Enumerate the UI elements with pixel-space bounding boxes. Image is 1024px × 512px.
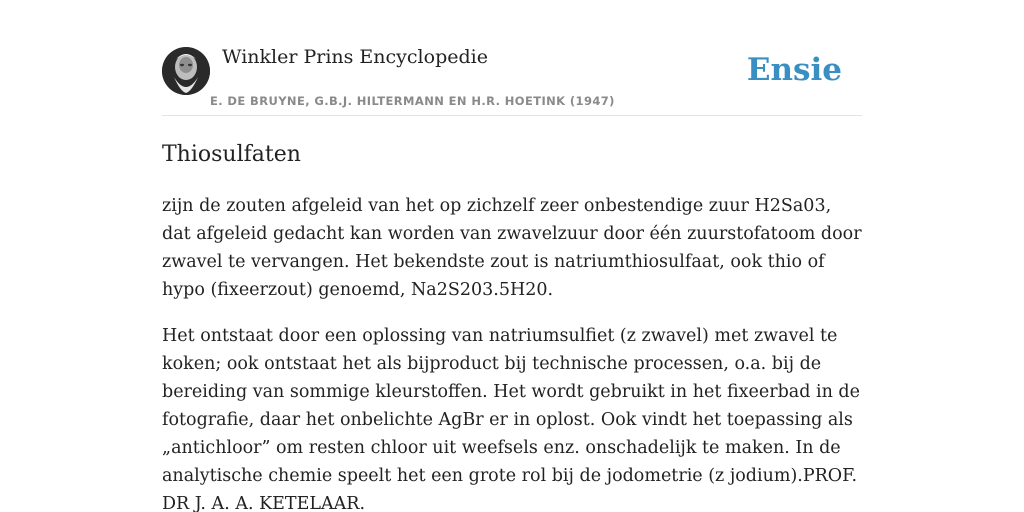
article-body xyxy=(162,140,862,512)
portrait-avatar-icon xyxy=(162,47,210,95)
article-title: Thiosulfaten xyxy=(162,142,301,167)
article-paragraph: zijn de zouten afgeleid van het op zichzelf zeer onbestendige zuur H2Sa03, dat afgeleid gedacht kan worden van zwavelzuur door één zuurstofatoom door zwavel te vervangen. Het bekendste zout is natriumthiosulfaat, ook thio of hypo (fixeerzout) genoemd, Na2S203.5H20. xyxy=(162,196,862,300)
site-title[interactable]: Winkler Prins Encyclopedie xyxy=(222,46,488,68)
ensie-logo[interactable]: Ensie xyxy=(746,52,842,88)
article-paragraph: Het ontstaat door een oplossing van natriumsulfiet (z zwavel) met zwavel te koken; ook ontstaat het als bijproduct bij technische processen, o.a. bij de bereiding van sommige kleurstoffen. Het wordt gebruikt in het fixeerbad in de fotografie, daar het onbelichte AgBr er in oplost. Ook vindt het toepassing als „antichloor” om resten chloor uit weefsels enz. onschadelijk te maken. In de analytische chemie speelt het een grote rol bij de jodometrie (z jodium).PROF. DR J. A. A. KETELAAR. xyxy=(162,326,860,512)
site-header xyxy=(162,46,862,116)
authors-byline: E. DE BRUYNE, G.B.J. HILTERMANN EN H.R. HOETINK (1947) xyxy=(210,94,615,108)
